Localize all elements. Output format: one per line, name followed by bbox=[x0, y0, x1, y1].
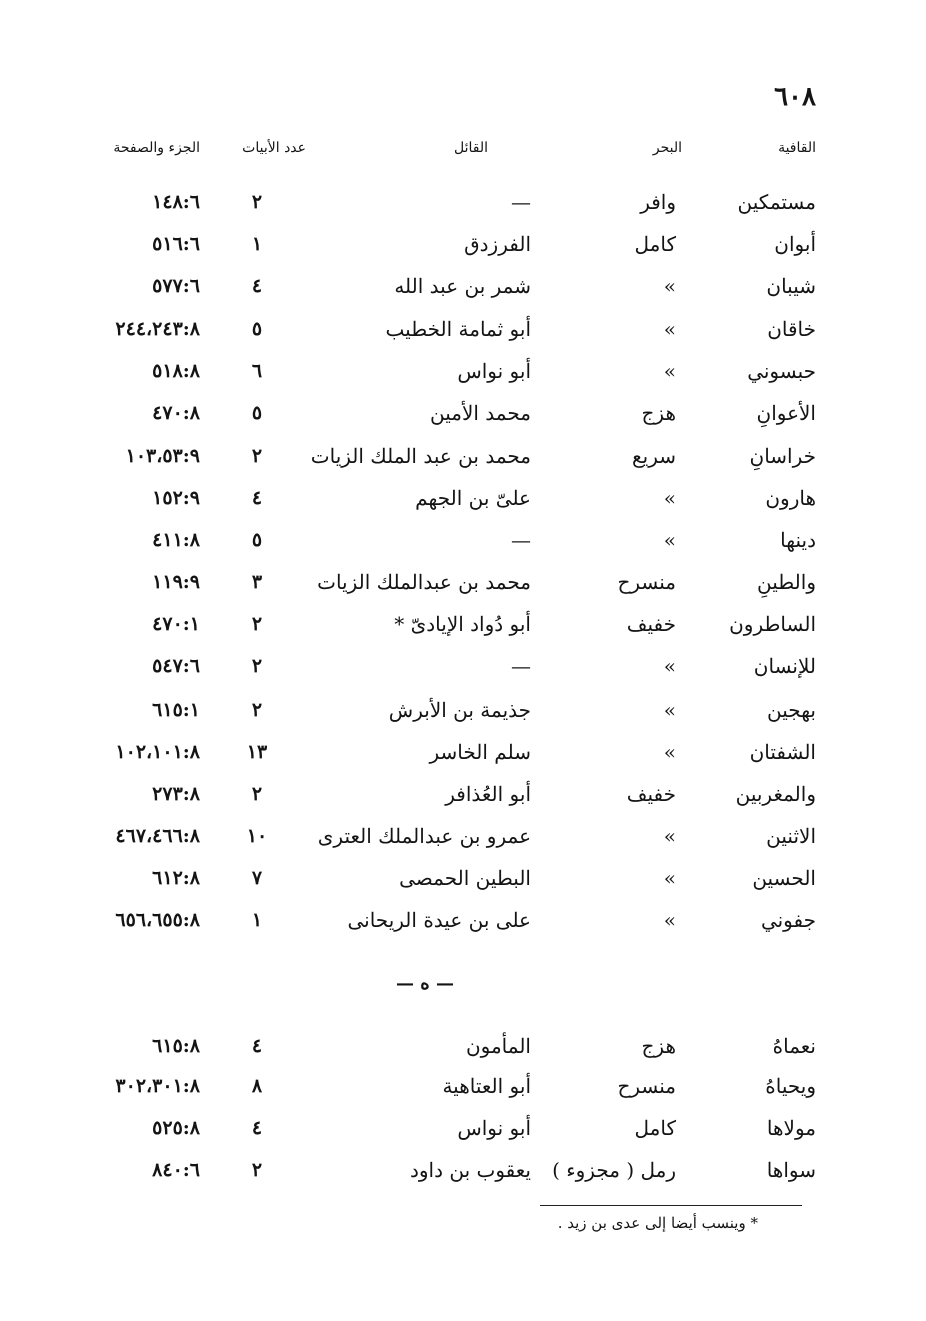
cell-ref: ١٤٨:٦ bbox=[152, 191, 200, 213]
cell-qail: أبو العتاهية bbox=[442, 1074, 531, 1098]
cell-bahr: » bbox=[663, 698, 676, 722]
cell-qail: المأمون bbox=[465, 1034, 531, 1058]
cell-ref: ٤٦٧،٤٦٦:٨ bbox=[115, 825, 200, 847]
header-qail: القائل bbox=[453, 140, 488, 156]
table-row bbox=[0, 182, 926, 222]
cell-qafia: للإنسان bbox=[753, 654, 816, 678]
cell-qafia: أبوان bbox=[774, 232, 816, 256]
cell-qafia: الاثنين bbox=[766, 824, 816, 848]
cell-bahr: » bbox=[663, 486, 676, 510]
cell-ref: ٤٧٠:٨ bbox=[152, 402, 200, 424]
header-qafia: القافية bbox=[778, 140, 816, 156]
cell-bahr: » bbox=[663, 359, 676, 383]
table-row bbox=[0, 478, 926, 518]
cell-count: ٤ bbox=[251, 275, 263, 297]
cell-count: ٥ bbox=[251, 529, 263, 551]
cell-bahr: وافر bbox=[640, 190, 676, 214]
cell-ref: ٤١١:٨ bbox=[152, 529, 200, 551]
cell-count: ٢ bbox=[251, 655, 263, 677]
cell-qafia: الحسين bbox=[752, 866, 816, 890]
cell-qail: أبو دُواد الإيادىّ * bbox=[394, 612, 531, 636]
cell-ref: ٣٠٢،٣٠١:٨ bbox=[115, 1075, 200, 1097]
header-juz: الجزء والصفحة bbox=[113, 140, 200, 156]
table-row bbox=[0, 393, 926, 433]
cell-qafia: مولاها bbox=[766, 1116, 816, 1140]
cell-bahr: منسرح bbox=[617, 1074, 676, 1098]
cell-bahr: » bbox=[663, 274, 676, 298]
cell-ref: ٥٢٥:٨ bbox=[152, 1117, 200, 1139]
cell-qail: أبو العُذافر bbox=[445, 782, 531, 806]
cell-bahr: » bbox=[663, 654, 676, 678]
cell-qail: على بن عيدة الريحانى bbox=[347, 908, 531, 932]
cell-count: ٢ bbox=[251, 445, 263, 467]
cell-qail: عمرو بن عبدالملك العترى bbox=[317, 824, 531, 848]
cell-ref: ٦١٢:٨ bbox=[152, 867, 200, 889]
cell-qafia: خراسانِ bbox=[749, 444, 816, 468]
cell-qail: — bbox=[511, 190, 531, 214]
cell-ref: ٦١٥:١ bbox=[152, 699, 200, 721]
cell-qafia: والمغربين bbox=[735, 782, 816, 806]
cell-ref: ٢٧٣:٨ bbox=[152, 783, 200, 805]
cell-ref: ٥١٨:٨ bbox=[152, 360, 200, 382]
cell-count: ٤ bbox=[251, 1117, 263, 1139]
table-row bbox=[0, 1066, 926, 1106]
cell-qail: سلم الخاسر bbox=[429, 740, 531, 764]
table-row bbox=[0, 900, 926, 940]
cell-bahr: » bbox=[663, 740, 676, 764]
cell-ref: ٦٥٦،٦٥٥:٨ bbox=[115, 909, 200, 931]
cell-ref: ٨٤٠:٦ bbox=[152, 1159, 200, 1181]
cell-qail: محمد بن عبدالملك الزيات bbox=[317, 570, 531, 594]
cell-qafia: سواها bbox=[766, 1158, 816, 1182]
table-row bbox=[0, 351, 926, 391]
cell-qail: محمد بن عبد الملك الزيات bbox=[310, 444, 531, 468]
cell-ref: ١١٩:٩ bbox=[152, 571, 200, 593]
table-row bbox=[0, 774, 926, 814]
cell-ref: ١٥٢:٩ bbox=[152, 487, 200, 509]
cell-qail: شمر بن عبد الله bbox=[394, 274, 531, 298]
table-row bbox=[0, 436, 926, 476]
cell-qafia: دينها bbox=[780, 528, 816, 552]
table-row bbox=[0, 224, 926, 264]
cell-qafia: هارون bbox=[765, 486, 816, 510]
header-bahr: البحر bbox=[652, 140, 682, 156]
cell-qail: أبو نواس bbox=[457, 359, 531, 383]
cell-qafia: جفوني bbox=[760, 908, 816, 932]
cell-bahr: خفيف bbox=[626, 612, 676, 636]
cell-ref: ١٠٢،١٠١:٨ bbox=[115, 741, 200, 763]
cell-ref: ٢٤٤،٢٤٣:٨ bbox=[115, 318, 200, 340]
header-abyat: عدد الأبيات bbox=[242, 140, 306, 156]
page-number: ٦٠٨ bbox=[774, 82, 816, 112]
cell-bahr: سريع bbox=[631, 444, 676, 468]
table-row bbox=[0, 604, 926, 644]
cell-bahr: » bbox=[663, 866, 676, 890]
cell-qafia: شيبان bbox=[766, 274, 816, 298]
cell-qafia: ويحياهُ bbox=[765, 1074, 816, 1098]
table-row bbox=[0, 266, 926, 306]
cell-qail: البطين الحمصى bbox=[399, 866, 531, 890]
table-row bbox=[0, 816, 926, 856]
cell-qafia: بهجين bbox=[767, 698, 816, 722]
cell-qail: يعقوب بن داود bbox=[409, 1158, 531, 1182]
cell-ref: ٥١٦:٦ bbox=[152, 233, 200, 255]
cell-count: ٤ bbox=[251, 487, 263, 509]
cell-count: ١٣ bbox=[246, 741, 268, 763]
cell-bahr: » bbox=[663, 317, 676, 341]
cell-bahr: كامل bbox=[634, 1116, 676, 1140]
cell-count: ٣ bbox=[251, 571, 263, 593]
cell-qafia: الساطرون bbox=[729, 612, 816, 636]
cell-count: ٦ bbox=[251, 360, 263, 382]
footnote-divider bbox=[540, 1205, 802, 1206]
cell-count: ٧ bbox=[251, 867, 263, 889]
table-row bbox=[0, 858, 926, 898]
cell-bahr: رمل ( مجزوء ) bbox=[552, 1158, 676, 1182]
cell-qafia: والطينِ bbox=[757, 570, 816, 594]
cell-count: ١٠ bbox=[246, 825, 268, 847]
table-row bbox=[0, 690, 926, 730]
cell-count: ٢ bbox=[251, 613, 263, 635]
cell-qafia: حبسوني bbox=[747, 359, 816, 383]
table-row bbox=[0, 646, 926, 686]
cell-qafia: خاقان bbox=[767, 317, 816, 341]
cell-qail: جذيمة بن الأبرش bbox=[388, 698, 531, 722]
section-heading-ha: — ه — bbox=[396, 973, 454, 994]
cell-qafia: الأعوانِ bbox=[756, 401, 816, 425]
cell-bahr: » bbox=[663, 908, 676, 932]
cell-count: ٢ bbox=[251, 699, 263, 721]
cell-bahr: خفيف bbox=[626, 782, 676, 806]
cell-bahr: هزج bbox=[641, 1034, 676, 1058]
cell-ref: ٥٤٧:٦ bbox=[152, 655, 200, 677]
cell-bahr: » bbox=[663, 528, 676, 552]
cell-qafia: الشفتان bbox=[749, 740, 816, 764]
cell-qail: الفرزدق bbox=[464, 232, 531, 256]
cell-qail: — bbox=[511, 528, 531, 552]
table-row bbox=[0, 1150, 926, 1190]
cell-count: ٢ bbox=[251, 1159, 263, 1181]
cell-count: ٨ bbox=[251, 1075, 263, 1097]
cell-count: ٤ bbox=[251, 1035, 263, 1057]
cell-count: ١ bbox=[251, 233, 263, 255]
table-row bbox=[0, 309, 926, 349]
cell-bahr: منسرح bbox=[617, 570, 676, 594]
cell-qafia: نعماهُ bbox=[772, 1034, 816, 1058]
cell-qail: — bbox=[511, 654, 531, 678]
table-row bbox=[0, 732, 926, 772]
cell-qail: أبو ثمامة الخطيب bbox=[385, 317, 531, 341]
cell-ref: ٥٧٧:٦ bbox=[152, 275, 200, 297]
table-row bbox=[0, 520, 926, 560]
footnote: * وينسب أيضا إلى عدى بن زيد . bbox=[557, 1214, 758, 1232]
cell-qail: علىّ بن الجهم bbox=[415, 486, 531, 510]
cell-count: ٢ bbox=[251, 191, 263, 213]
cell-qail: أبو نواس bbox=[457, 1116, 531, 1140]
cell-count: ١ bbox=[251, 909, 263, 931]
cell-qafia: مستمكين bbox=[737, 190, 816, 214]
cell-count: ٢ bbox=[251, 783, 263, 805]
cell-count: ٥ bbox=[251, 402, 263, 424]
cell-bahr: كامل bbox=[634, 232, 676, 256]
cell-ref: ٤٧٠:١ bbox=[152, 613, 200, 635]
cell-qail: محمد الأمين bbox=[430, 401, 531, 425]
cell-ref: ٦١٥:٨ bbox=[152, 1035, 200, 1057]
cell-bahr: هزج bbox=[641, 401, 676, 425]
table-row bbox=[0, 562, 926, 602]
cell-bahr: » bbox=[663, 824, 676, 848]
cell-count: ٥ bbox=[251, 318, 263, 340]
table-row bbox=[0, 1026, 926, 1066]
cell-ref: ١٠٣،٥٣:٩ bbox=[125, 445, 200, 467]
table-row bbox=[0, 1108, 926, 1148]
